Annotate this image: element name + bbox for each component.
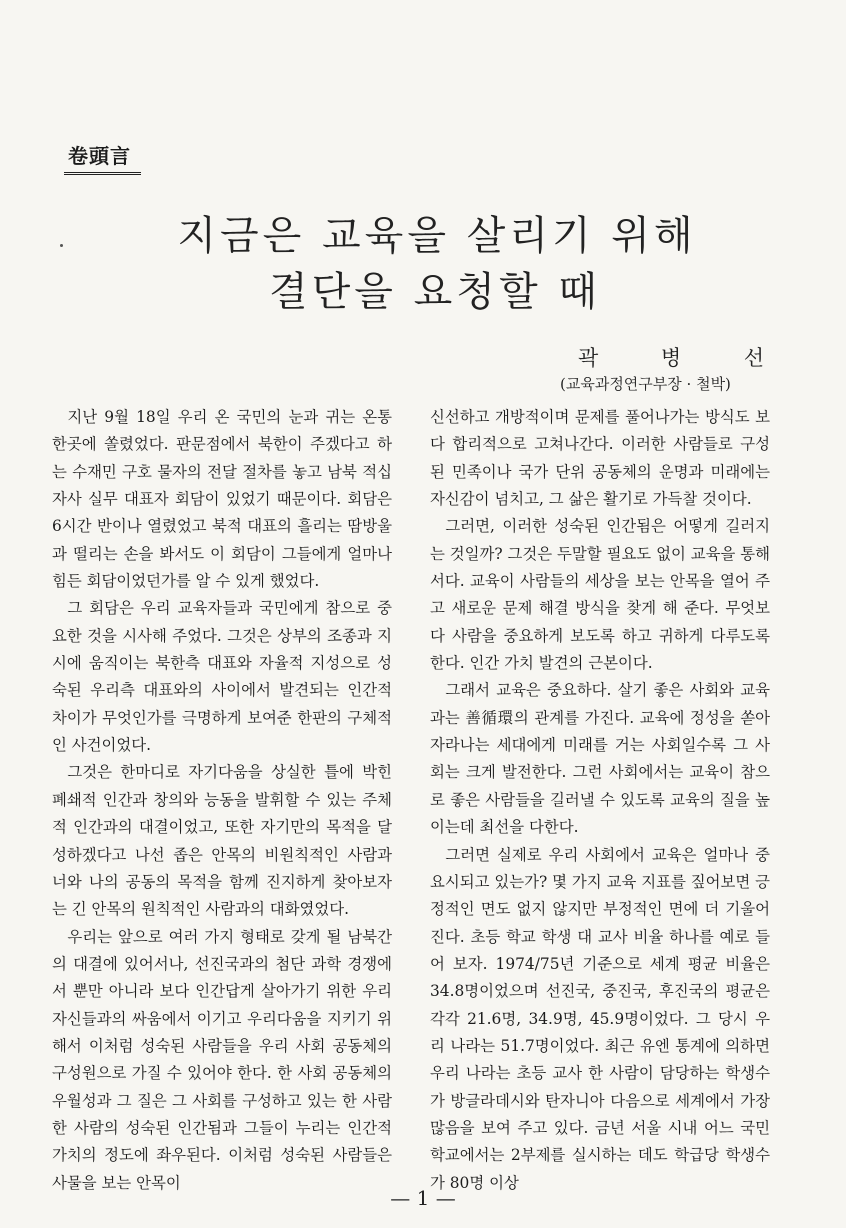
author-char: 병 — [660, 346, 682, 370]
paragraph: 신선하고 개방적이며 문제를 풀어나가는 방식도 보다 합리적으로 고쳐나간다. 이러한 사람들로 구성된 민족이나 국가 단위 공동체의 운명과 미래에는 자신감이 넘치고, 그 삶은 활기로 가득찰 것이다. — [430, 408, 770, 509]
paragraph: 지난 9월 18일 우리 온 국민의 눈과 귀는 온통 한곳에 쏠렸었다. 판문점에서 북한이 주겠다고 하는 수재민 구호 물자의 전달 절차를 놓고 남북 적십자사 실무 대표자 회담이 있었기 때문이다. 회담은 6시간 반이나 열렸었고 북적 대표의 흘리는 땀방울과 떨리는 손을 봐서도 이 회담이 그들에게 얼마나 힘든 회담이었던가를 알 수 있게 했었다. — [52, 408, 392, 591]
article-title-line-2: 결단을 요청할 때 — [269, 269, 601, 315]
page-number: — 1 — — [390, 1186, 456, 1210]
author-name — [578, 342, 764, 372]
paragraph: 그러면, 이러한 성숙된 인간됨은 어떻게 길러지는 것일까? 그것은 두말할 필요도 없이 교육을 통해서다. 교육이 사람들의 세상을 보는 안목을 열어 주고 새로운 문제 해결 방식을 찾게 해 준다. 무엇보다 사람을 중요하게 보도록 하고 귀하게 다루도록 한다. 인간 가치 발견의 근본이다. — [430, 517, 770, 673]
paragraph: 그 회담은 우리 교육자들과 국민에게 참으로 중요한 것을 시사해 주었다. 그것은 상부의 조종과 지시에 움직이는 북한측 대표와 자율적 지성으로 성숙된 우리측 대표와의 사이에서 발견되는 인간적 차이가 무엇인가를 극명하게 보여준 한판의 구체적인 사건이었다. — [52, 599, 392, 755]
paragraph: 그것은 한마디로 자기다움을 상실한 틀에 박힌 폐쇄적 인간과 창의와 능동을 발휘할 수 있는 주체적 인간과의 대결이었고, 또한 자기만의 목적을 달성하겠다고 나선 좁은 안목의 비원칙적인 사람과 너와 나의 공동의 목적을 함께 진지하게 찾아보자는 긴 안목의 원칙적인 사람과의 대화였었다. — [52, 763, 392, 919]
paragraph: 그래서 교육은 중요하다. 살기 좋은 사회와 교육과는 善循環의 관계를 가진다. 교육에 정성을 쏟아 자라나는 세대에게 미래를 거는 사회일수록 그 사회는 크게 발전한다. 그런 사회에서는 교육이 참으로 좋은 사람들을 길러낼 수 있도록 교육의 질을 높이는데 최선을 다한다. — [430, 681, 770, 837]
section-tag: 卷頭言 — [64, 138, 141, 175]
author-affiliation: (교육과정연구부장 · 철박) — [560, 375, 731, 393]
paragraph: 우리는 앞으로 여러 가지 형태로 갖게 될 남북간의 대결에 있어서나, 선진국과의 첨단 과학 경쟁에서 뿐만 아니라 보다 인간답게 살아가기 위한 우리 자신들과의 싸움에서 이기고 우리다움을 지키기 위해서 이처럼 성숙된 사람들을 우리 사회 공동체의 구성원으로 가질 수 있어야 한다. 한 사회 공동체의 우월성과 그 질은 그 사회를 구성하고 있는 한 사람 한 사람의 성숙된 인간됨과 그들이 누리는 인간적 가치의 정도에 좌우된다. 이처럼 성숙된 사람들은 사물을 보는 안목이 — [52, 927, 392, 1192]
author-char: 선 — [743, 346, 764, 370]
body-column-right — [430, 404, 770, 1197]
author-char: 곽 — [578, 346, 599, 370]
body-column-left — [52, 404, 392, 1197]
paragraph: 그러면 실제로 우리 사회에서 교육은 얼마나 중요시되고 있는가? 몇 가지 교육 지표를 짚어보면 긍정적인 면도 없지 않지만 부정적인 면에 더 기울어진다. 초등 학교 학생 대 교사 비율 하나를 예로 들어 보자. 1974/75년 기준으로 세계 평균 비율은 34.8명이었으며 선진국, 중진국, 후진국의 평균은 각각 21.6명, 34.9명, 45.9명이었다. 그 당시 우리 나라는 51.7명이었다. 최근 유엔 통계에 의하면 우리 나라는 초등 교사 한 사람이 담당하는 학생수가 방글라데시와 탄자니아 다음으로 세계에서 가장 많음을 보여 주고 있다. 금년 서울 시내 어느 국민학교에서는 2부제를 실시하는 데도 학급당 학생수가 80명 이상 — [430, 845, 770, 1192]
article-title-line-1: 지금은 교육을 살리기 위해 — [177, 213, 697, 259]
